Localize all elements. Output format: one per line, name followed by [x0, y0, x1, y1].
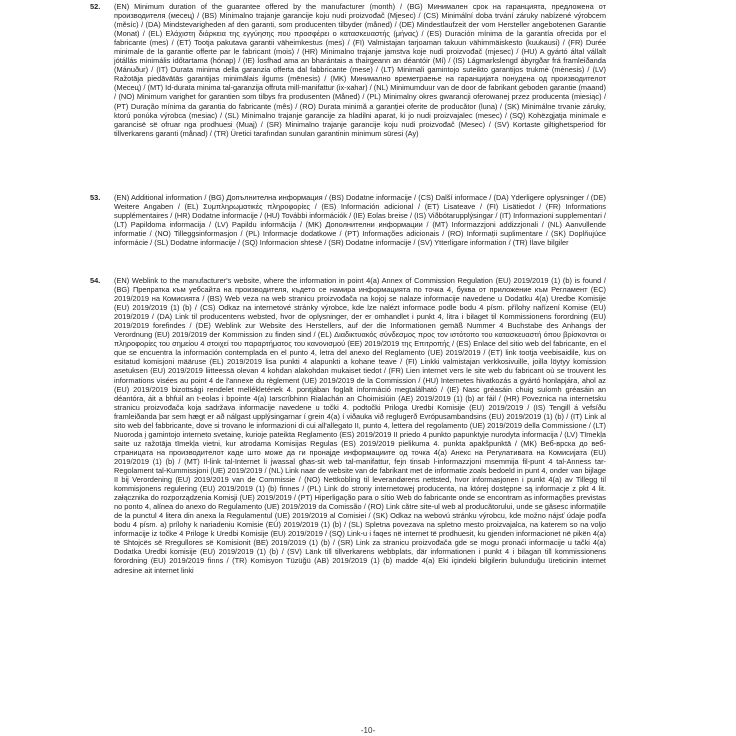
item-text: (EN) Additional information / (BG) Допълнителна информация / (BS) Dodatne informacije / (CS) Další informace / (DA) Yderligere oplysninger / (DE) Weitere Angaben / (EL) Συμπληρωματικές πληροφορίες / (ES) Información adicional / (ET) Lisateave / (FI) Lisätiedot / (FR) Informations supplémentaires / (HR) Dodatne informacije / (HU) További információk / (IE) Eolas breise / (IS) Viðbótarupplýsingar / (IT) Informazioni supplementari / (LT) Papildoma informacija / (LV) Papildu informācija / (MK) Дополнителни информации / (MT) Informazzjoni addizzjonali / (NL) Aanvullende informatie / (NO) Tilleggsinformasjon / (PL) Informacje dodatkowe / (PT) Informações adicionais / (RO) Informații suplimentare / (SK) Doplňujúce informácie / (SL) Dodatne informacije / (SQ) Informacion shtesë / (SR) Dodatne informacije / (SV) Ytterligare information / (TR) İlave bilgiler	[114, 193, 606, 248]
list-item-52	[90, 2, 606, 138]
item-number: 52.	[90, 2, 101, 11]
item-number: 53.	[90, 193, 101, 202]
item-text: (EN) Weblink to the manufacturer's website, where the information in point 4(a) Annex of Commission Regulation (EU) 2019/2019 (1) (b) is found / (BG) Препратка към уебсайта на производителя, където се намира информацията по точка 4, буква от приложение към Регламент (ЕС) 2019/2019 на Комисията / (BS) Web veza na web stranicu proizvođača na kojoj se nalaze informacije navedene u Dodatku 4(a) Uredbe Komisije (EU) 2019/2019 (1) (b) / (CS) Odkaz na internetové stránky výrobce, kde lze nalézt informace podle bodu 4 písm. přílohy nařízení Komise (EU) 2019/2019 / (DA) Link til producentens websted, hvor de oplysninger, der er omhandlet i punkt 4, litra i bilaget til Kommissionens forordning (EU) 2019/2019 forefindes / (DE) Weblink zur Website des Herstellers, auf der die Informationen gemäß Nummer 4 Buchstabe des Anhangs der Verordnung (EU) 2019/2019 der Kommission zu finden sind / (EL) Διαδικτυακός σύνδεσμος προς τον ιστότοπο του κατασκευαστή όπου βρίσκονται οι πληροφορίες του σημείου 4 στοιχεί του παραρτήματος του κανονισμού (ΕΕ) 2019/2019 της Επιτροπής / (ES) Enlace del sitio web del fabricante, en el que se encuentra la información contemplada en el punto 4, letra del anexo del Reglamento (UE) 2019/2019 / (ET) link tootja veebisaidile, kus on esitatud komisjoni määruse (EL) 2019/2019 lisa punkti 4 alapunkti a kohane teave / (FI) Linkki valmistajan verkkosivuille, joilla löytyy komission asetuksen (EU) 2019/2019 liitteessä olevan 4 kohdan alakohdan mukaiset tiedot / (FR) Lien internet vers le site web du fabricant où se trouvent les informations visées au point 4 de l'annexe du règlement (UE) 2019/2019 de la Commission / (HU) Internetes hivatkozás a gyártó honlapjára, ahol az (EU) 2019/2019 bizottsági rendelet mellékletének 4. pontjában foglalt információ megtalálható / (IE) Nasc gréasáin chuig suíomh gréasáin an déantóra, áit a bhfuil an t-eolas i bpointe 4(a) Iarscríbhinn Rialachán an Choimisiúin (AE) 2019/2019 (1) (b) ar fáil / (HR) Poveznica na internetsku stranicu proizvođača koja sadržava informacije navedene u točki 4. podtočki Priloga Uredbi Komisije (EU) 2019/2019 / (IS) Tengill á vefsíðu framleiðanda þar sem hægt er að nálgast upplýsingarnar í grein 4(a) í viðauka við reglugerð Evrópusambandsins (EU) 2019/2019 (1) (b) / (IT) Link al sito web del fabbricante, dove si trovano le informazioni di cui all'allegato II, punto 4, lettera del regolamento (UE) 2019/2019 della Commissione / (LT) Nuoroda į gamintojo interneto svetainę, kurioje pateikta Reglamento (ES) 2019/2019 II priedo 4 punkto papunktyje nurodyta informacija / (LV) Tīmekļa saite uz ražotāja tīmekļa vietni, kur atrodama Komisijas Regulas (ES) 2019/2019 pielikuma 4. punkta apakšpunktā / (MK) Веб-врска до веб-страницата на производителот каде што може да ги пронајде информациите од точка 4(а) Анекс на Регулативата на Комисијата (EU) 2019/2019 (1) (b) / (MT) Il-link tal-Internet li jwassal għas-sit web tal-manifattur, fejn tinsab l-informazzjoni msemmija fil-punt 4 tal-Anness tar-Regolament tal-Kummissjoni (UE) 2019/2019 / (NL) Link naar de website van de fabrikant met de informatie zoals bedoeld in punt 4, onder van bijlage II bij Verordening (EU) 2019/2019 van de Commissie / (NO) Nettkobling til leverandørens nettsted, hvor informasjonen i punkt 4(a) av Tillegg til kommisjonens regulering (EU) 2019/2019 (1) (b) finnes / (PL) Link do strony internetowej producenta, na której dostępne są informacje z pkt 4 lit. załącznika do rozporządzenia Komisji (UE) 2019/2019 / (PT) Hiperligação para o sítio Web do fabricante onde se encontram as informações previstas no ponto 4, alínea do anexo do Regulamento (UE) 2019/2019 da Comissão / (RO) Link către site-ul web al producătorului, unde se găsesc informațiile de la punctul 4 litera din anexa la Regulamentul (UE) 2019/2019 al Comisiei / (SK) Odkaz na webovú stránku výrobcu, kde možno nájsť údaje podľa bodu 4 písm. a) prílohy k nariadeniu Komisie (EÚ) 2019/2019 (1) (b) / (SL) Spletna povezava na spletno mesto proizvajalca, na katerem so na voljo informacije iz točke 4 Priloge k Uredbi Komisije (EU) 2019/2019 / (SQ) Link-u i faqes në internet të prodhuesit, ku gjenden informacionet në pikën 4(a) të Shtojcës së Rregullores së Komisionit (BE) 2019/2019 (1) (b) / (SR) Link za stranicu proizvođača gde se mogu pronaći informacije u tački 4(a) Dodatka Uredbi komisije (EU) 2019/2019 (1) (b) / (SV) Länk till tillverkarens webbplats, där informationen i punkt 4 i bilagan till kommissionens förordning (EU) 2019/2019 finns / (TR) Komisyon Tüzüğü (AB) 2019/2019 (1) (b) madde 4(a) Eki içindeki bilgilerin bulunduğu üreticinin internet adresine ait internet linki	[114, 276, 606, 575]
item-text: (EN) Minimum duration of the guarantee offered by the manufacturer (month) / (BG) Минимален срок на гаранцията, предложена от производителя (месец) / (BS) Minimalno trajanje garancije koju nudi proizvođač (Mjesec) / (CS) Minimální doba trvání záruky nabízené výrobcem (měsíc) / (DA) Mindstevarigheden af den garanti, som producenten tilbyder (måned) / (DE) Mindestlaufzeit der vom Hersteller angebotenen Garantie (Monat) / (EL) Ελάχιστη διάρκεια της εγγύησης που προσφέρει ο κατασκευαστής (μήνας) / (ES) Duración mínima de la garantía ofrecida por el fabricante (mes) / (ET) Tootja pakutava garantii väheimkestus (mes) / (FI) Valmistajan tarjoaman takuun vähimmäiskesto (kuukausi) / (FR) Durée minimale de la garantie offerte par le fabricant (mois) / (HR) Minimalno trajanje jamstva koje nudi proizvođač (mjesec) / (HU) A gyártó által vállalt jótállás minimális időtartama (hónap) / (IE) Íosfhad ama an bharántais a thairgeann an déantóir (Mí) / (IS) Lágmarkslengd ábyrgðar frá framleiðanda (Mánuður) / (IT) Durata minima della garanzia offerta dal fabbricante (mese) / (LT) Minimali gamintojo suteikto garantijos trukmė (mėnesis) / (LV) Ražotāja piedāvātās garantijas minimālais ilgums (mēnesis) / (MK) Минимално времетраење на гаранцијата понудена од производителот (Месец) / (MT) Id-durata minima tal-garanzija offruta mill-manifattur (ix-xahar) / (NL) Minimumduur van de door de fabrikant geboden garantie (maand) / (NO) Minimum varighet for garantien som tilbys fra produsenten (Måned) / (PL) Minimalny okres gwarancji oferowanej przez producenta (miesiąc) / (PT) Duração mínima da garantia do fabricante (mês) / (RO) Durata minimă a garanției oferite de producător (luna) / (SK) Minimálne trvanie záruky, ktorú ponúka výrobca (mesiac) / (SL) Minimalno trajanje garancije za hladilni aparat, ki jo nudi proizvajalec (mesec) / (SQ) Kohëzgjatja minimale e garancisë së ofruar nga prodhuesi (Muaj) / (SR) Minimalno trajanje garancije koju nudi proizvođač (Mesec) / (SV) Kortaste giltighetsperiod för tillverkarens garanti (månad) / (TR) Üretici tarafından sunulan garantinin minimum süresi (Ay)	[114, 2, 606, 138]
page-number: -10-	[360, 726, 376, 735]
item-number: 54.	[90, 276, 101, 285]
list-item-53	[90, 193, 606, 248]
list-item-54	[90, 276, 606, 575]
